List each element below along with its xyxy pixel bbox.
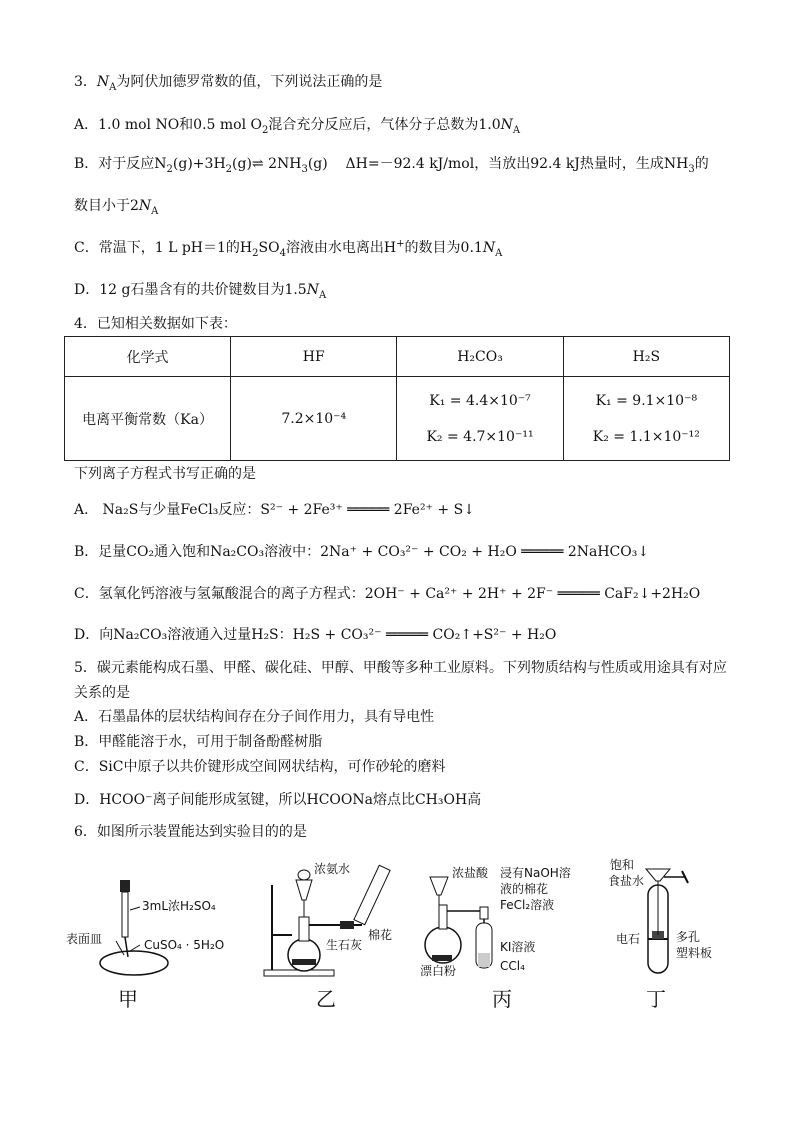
q5-stem-line2: 关系的是 (74, 685, 130, 701)
table-header: 化学式 (65, 337, 231, 377)
q5-option-a: A．石墨晶体的层状结构间存在分子间作用力，具有导电性 (74, 709, 435, 725)
figure-caption-bing: 丙 (492, 987, 512, 1011)
q4-option-c: C．氢氧化钙溶液与氢氟酸混合的离子方程式：2OH⁻ + Ca²⁺ + 2H⁺ + 2F⁻ ═════ CaF₂↓+2H₂O (74, 586, 701, 602)
apparatus-jia-diagram (64, 855, 254, 985)
table-header: H₂CO₃ (397, 337, 563, 377)
figure-caption-jia: 甲 (118, 987, 138, 1011)
q4-stem: 4．已知相关数据如下表： (74, 316, 237, 332)
svg-text:KI溶液: KI溶液 (500, 940, 536, 954)
svg-text:3mL浓H₂SO₄: 3mL浓H₂SO₄ (142, 899, 216, 913)
q3-option-a: A．1.0 mol NO和0.5 mol $O_2$混合充分反应后，气体分子总数为$1.0N_A$ (74, 117, 521, 136)
q3-option-b-line2: 数目小于$2N_A$ (74, 198, 159, 217)
table-header: H₂S (563, 337, 729, 377)
svg-text:表面皿: 表面皿 (66, 932, 103, 946)
svg-text:塑料板: 塑料板 (676, 946, 713, 960)
q3-option-c: C．常温下，1 L pH＝1的$H_2SO_4$溶液由水电离出H+的数目为$0.1N_A$ (74, 238, 503, 259)
svg-text:棉花: 棉花 (368, 928, 393, 942)
q5-option-b: B．甲醛能溶于水，可用于制备酚醛树脂 (74, 734, 323, 750)
q4-option-a: A． Na₂S与少量FeCl₃反应：S²⁻ + 2Fe³⁺ ═════ 2Fe²⁺ + S↓ (74, 502, 475, 518)
svg-text:液的棉花: 液的棉花 (500, 882, 549, 896)
q3-stem: 3．$N_A$为阿伏加德罗常数的值，下列说法正确的是 (74, 74, 383, 93)
svg-text:浓盐酸: 浓盐酸 (452, 866, 489, 880)
svg-text:漂白粉: 漂白粉 (420, 964, 457, 978)
hf-ka: 7.2×10⁻⁴ (231, 377, 397, 461)
figure-caption-yi: 乙 (316, 987, 336, 1011)
q3-option-b: B．对于反应$N_2(g)+3H_2(g)\rightleftharpoons$ $2NH_3(g)$ ΔH=－92.4 kJ/mol，当放出92.4 kJ热量时，生成$NH_3$的 (74, 156, 709, 175)
svg-text:生石灰: 生石灰 (326, 938, 363, 952)
svg-text:电石: 电石 (616, 932, 641, 946)
q5-option-c: C．SiC中原子以共价键形成空间网状结构，可作砂轮的磨料 (74, 759, 446, 775)
svg-text:食盐水: 食盐水 (608, 874, 645, 888)
q6-stem: 6．如图所示装置能达到实验目的的是 (74, 824, 307, 840)
svg-text:CuSO₄ · 5H₂O: CuSO₄ · 5H₂O (144, 938, 225, 952)
svg-text:多孔: 多孔 (676, 930, 701, 944)
q5-option-d: D．HCOO⁻离子间能形成氢键，所以HCOONa熔点比CH₃OH高 (74, 792, 482, 808)
h2co3-constants: K₁ = 4.4×10⁻⁷ K₂ = 4.7×10⁻¹¹ (397, 377, 563, 461)
svg-text:饱和: 饱和 (610, 858, 635, 872)
q5-stem-line1: 5．碳元素能构成石墨、甲醛、碳化硅、甲醇、甲酸等多种工业原料。下列物质结构与性质或用途具有对应 (74, 660, 727, 676)
apparatus-bing-diagram (418, 855, 588, 985)
apparatus-yi-diagram (262, 855, 412, 985)
ionization-constant-table (64, 336, 730, 461)
q3-option-d: D．12 g石墨含有的共价键数目为$1.5N_A$ (74, 282, 327, 301)
q4-option-b: B．足量CO₂通入饱和Na₂CO₃溶液中：2Na⁺ + CO₃²⁻ + CO₂ + H₂O ═════ 2NaHCO₃↓ (74, 544, 650, 560)
q4-option-d: D．向Na₂CO₃溶液通入过量H₂S：H₂S + CO₃²⁻ ═════ CO₂↑+S²⁻ + H₂O (74, 627, 557, 643)
q4-substem: 下列离子方程式书写正确的是 (74, 466, 256, 482)
svg-text:CCl₄: CCl₄ (500, 959, 525, 973)
svg-text:FeCl₂溶液: FeCl₂溶液 (500, 898, 555, 912)
svg-text:浓氨水: 浓氨水 (314, 862, 351, 876)
figure-caption-ding: 丁 (646, 987, 666, 1011)
apparatus-ding-diagram (608, 855, 738, 985)
h2s-constants: K₁ = 9.1×10⁻⁸ K₂ = 1.1×10⁻¹² (563, 377, 729, 461)
table-header: HF (231, 337, 397, 377)
table-row-label: 电离平衡常数（Ka） (65, 377, 231, 461)
svg-text:浸有NaOH溶: 浸有NaOH溶 (500, 866, 571, 880)
